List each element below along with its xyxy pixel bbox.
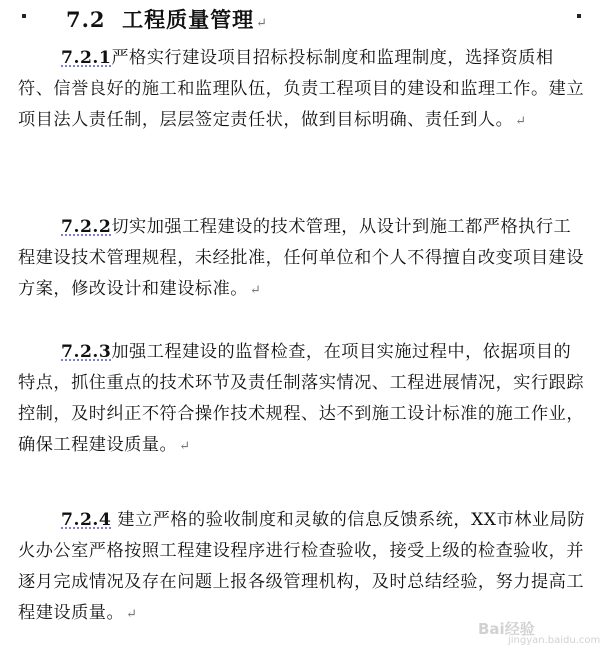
section-title: 工程质量管理 bbox=[122, 7, 255, 32]
clause-text: 切实加强工程建设的技术管理，从设计到施工都严格执行工程建设技术管理规程，未经批准，任何单位和个人不得擅自改变项目建设方案，修改设计和建设标准。 bbox=[18, 217, 585, 299]
watermark-text: Bai经验 bbox=[478, 620, 535, 638]
paragraph-mark: ↵ bbox=[179, 439, 191, 454]
paragraph bbox=[18, 212, 588, 306]
paragraph bbox=[18, 43, 588, 137]
paragraph bbox=[18, 337, 588, 462]
clause-number: 7.2.1 bbox=[61, 48, 112, 68]
paragraph-mark: ↵ bbox=[126, 607, 138, 622]
paragraph-mark: ↵ bbox=[256, 16, 269, 31]
corner-crop-mark bbox=[22, 14, 26, 18]
clause-text: 建立严格的验收制度和灵敏的信息反馈系统，XX市林业局防火办公室严格按照工程建设程序进行检查验收，接受上级的检查验收，并逐月完成情况及存在问题上报各级管理机构，及时总结经验，努力提高工程建设质量。 bbox=[18, 510, 585, 623]
clause-text: 加强工程建设的监督检查，在项目实施过程中，依据项目的特点，抓住重点的技术环节及责任制落实情况、工程进展情况，实行跟踪控制，及时纠正不符合操作技术规程、达不到施工设计标准的施工作业，确保工程建设质量。 bbox=[18, 342, 585, 455]
section-heading bbox=[66, 4, 268, 34]
section-number: 7.2 bbox=[66, 7, 106, 32]
watermark-logo bbox=[478, 618, 601, 650]
paragraph-mark: ↵ bbox=[249, 283, 262, 298]
clause-text: 严格实行建设项目招标投标制度和监理制度，选择资质相符、信誉良好的施工和监理队伍，负责工程项目的建设和监理工作。建立项目法人责任制，层层签定责任状，做到目标明确、责任到人。 bbox=[18, 48, 585, 130]
clause-number: 7.2.2 bbox=[61, 217, 112, 237]
corner-crop-mark bbox=[577, 14, 581, 18]
clause-number: 7.2.3 bbox=[61, 342, 112, 362]
paragraph-mark: ↵ bbox=[515, 114, 527, 129]
paragraph bbox=[18, 505, 588, 630]
clause-number: 7.2.4 bbox=[61, 510, 112, 530]
watermark-url: jingyan.baidu.com bbox=[508, 635, 601, 646]
